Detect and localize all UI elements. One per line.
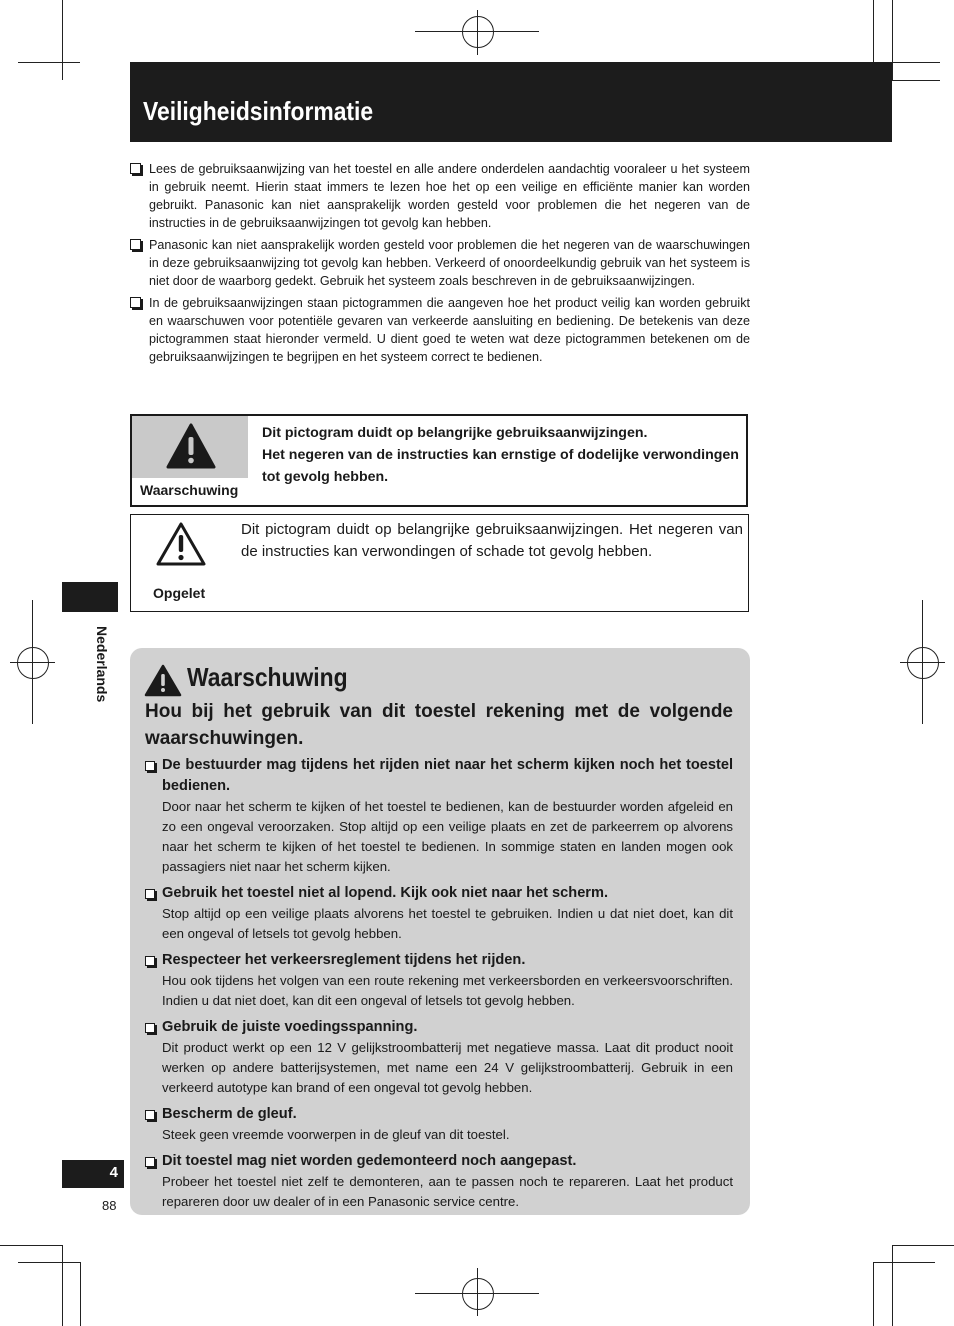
list-item bbox=[130, 236, 750, 290]
warning-triangle-filled-icon bbox=[166, 423, 216, 469]
heading-text: Gebruik het toestel niet al lopend. Kijk ook niet naar het scherm. bbox=[162, 885, 609, 901]
checkbox-bullet-icon bbox=[130, 239, 141, 250]
list-item-heading bbox=[145, 950, 733, 971]
checkbox-bullet-icon bbox=[145, 761, 155, 771]
page-title: Veiligheidsinformatie bbox=[143, 96, 374, 126]
list-item-text: Panasonic kan niet aansprakelijk worden gesteld voor problemen die het negeren van de waarschuwingen in deze gebruiksaanwijzing tot gevolg kan hebben. Verkeerd of onoordeelkundig gebruik van het systeem is niet door de waarborg gedekt. Gebruik het systeem zoals beschreven in de gebruiksaanwijzingen. bbox=[149, 238, 750, 288]
chapter-number-box bbox=[62, 1160, 124, 1188]
warning-line-1: Dit pictogram duidt op belangrijke gebruiksaanwijzingen. bbox=[262, 425, 648, 441]
heading-text: De bestuurder mag tijdens het rijden niet naar het scherm kijken noch het toestel bedienen. bbox=[162, 757, 733, 794]
warning-label: Waarschuwing bbox=[140, 482, 239, 498]
list-item bbox=[145, 1151, 733, 1212]
checkbox-bullet-icon bbox=[130, 297, 141, 308]
checkbox-bullet-icon bbox=[145, 1157, 155, 1167]
warning-pictogram-box bbox=[130, 414, 748, 507]
section-tab bbox=[86, 626, 126, 716]
heading-text: Bescherm de gleuf. bbox=[162, 1106, 297, 1122]
checkbox-bullet-icon bbox=[145, 956, 155, 966]
list-item-text: Lees de gebruiksaanwijzing van het toestel en alle andere onderdelen aandachtig vooraleer u het systeem in gebruik neemt. Hierin staat immers te lezen hoe het op een veilige en efficiënte manier kan worden gebruikt. Panasonic kan niet aansprakelijk worden gesteld voor problemen die het negeren van de instructies in de gebruiksaanwijzingen tot gevolg kan hebben. bbox=[149, 162, 750, 230]
heading-text: Respecteer het verkeersreglement tijdens het rijden. bbox=[162, 952, 526, 968]
panel-subtitle: Hou bij het gebruik van dit toestel rekening met de volgende waarschuwingen. bbox=[145, 701, 733, 749]
checkbox-bullet-icon bbox=[145, 1110, 155, 1120]
list-item bbox=[130, 294, 750, 366]
list-item-heading bbox=[145, 755, 733, 797]
list-item bbox=[145, 883, 733, 944]
list-item-heading bbox=[145, 1151, 733, 1172]
chapter-number: 4 bbox=[109, 1164, 118, 1181]
list-item-body: Door naar het scherm te kijken of het toestel te bedienen, kan de bestuurder worden afgeleid en zo een ongeval veroorzaken. Stop altijd op een veilige plaats en zet de parkeerrem op alvorens naar het scherm te kijken of het toestel te bedienen. In sommige staten en landen mogen ook passagiers niet naar het scherm kijken. bbox=[162, 799, 733, 874]
list-item bbox=[130, 160, 750, 232]
list-item bbox=[145, 755, 733, 877]
caution-pictogram-box bbox=[130, 514, 749, 612]
list-item bbox=[145, 950, 733, 1011]
warning-panel bbox=[130, 648, 750, 1215]
intro-list bbox=[130, 160, 750, 370]
warning-line-2: Het negeren van de instructies kan ernstige of dodelijke verwondingen tot gevolg hebben. bbox=[262, 447, 739, 485]
checkbox-bullet-icon bbox=[145, 1023, 155, 1033]
list-item-body: Stop altijd op een veilige plaats alvorens het toestel te gebruiken. Indien u dat niet doet, kan dit een ongeval of letsels tot gevolg hebben. bbox=[162, 906, 733, 941]
checkbox-bullet-icon bbox=[130, 163, 141, 174]
list-item-body: Steek geen vreemde voorwerpen in de gleuf van dit toestel. bbox=[162, 1127, 510, 1142]
heading-text: Dit toestel mag niet worden gedemonteerd noch aangepast. bbox=[162, 1153, 577, 1169]
list-item-body: Hou ook tijdens het volgen van een route rekening met verkeersborden en verkeersvoorschriften. Indien u dat niet doet, kan dit een ongeval of letsels tot gevolg hebben. bbox=[162, 973, 733, 1008]
caution-description: Dit pictogram duidt op belangrijke gebruiksaanwijzingen. Het negeren van de instructies kan verwondingen of schade tot gevolg hebben. bbox=[241, 521, 743, 560]
page-number: 88 bbox=[102, 1198, 117, 1213]
list-item-body: Probeer het toestel niet zelf te demonteren, aan te passen noch te repareren. Laat het product repareren door uw dealer of in een Panasonic service centre. bbox=[162, 1174, 733, 1209]
checkbox-bullet-icon bbox=[145, 889, 155, 899]
heading-text: Gebruik de juiste voedingsspanning. bbox=[162, 1019, 418, 1035]
list-item-heading bbox=[145, 1017, 733, 1038]
list-item-body: Dit product werkt op een 12 V gelijkstroombatterij met negatieve massa. Laat dit product nooit werken op andere batterijsystemen, met name een 24 V gelijkstroombatterij. Gebruik in een verkeerd autotype kan brand of een ongeval tot gevolg hebben. bbox=[162, 1040, 733, 1095]
section-tab-label: Nederlands bbox=[94, 626, 110, 703]
warning-list bbox=[145, 755, 733, 1218]
caution-label: Opgelet bbox=[153, 585, 206, 601]
warning-triangle-outline-icon bbox=[155, 521, 207, 567]
list-item-text: In de gebruiksaanwijzingen staan pictogrammen die aangeven hoe het product veilig kan worden gebruikt en waarschuwen voor potentiële gevaren van verkeerde aansluiting en bediening. De betekenis van deze pictogrammen staat hieronder vermeld. U dient goed te weten wat deze pictogrammen betekenen om de gebruiksaanwijzingen te begrijpen en het systeem correct te bedienen. bbox=[149, 296, 750, 364]
list-item-heading bbox=[145, 883, 733, 904]
list-item-heading bbox=[145, 1104, 733, 1125]
list-item bbox=[145, 1017, 733, 1098]
panel-title-text: Waarschuwing bbox=[187, 662, 348, 692]
warning-description bbox=[262, 422, 742, 488]
sidebar-tab-marker bbox=[62, 582, 118, 612]
list-item bbox=[145, 1104, 733, 1145]
panel-title bbox=[145, 662, 370, 693]
title-bar bbox=[130, 62, 892, 142]
